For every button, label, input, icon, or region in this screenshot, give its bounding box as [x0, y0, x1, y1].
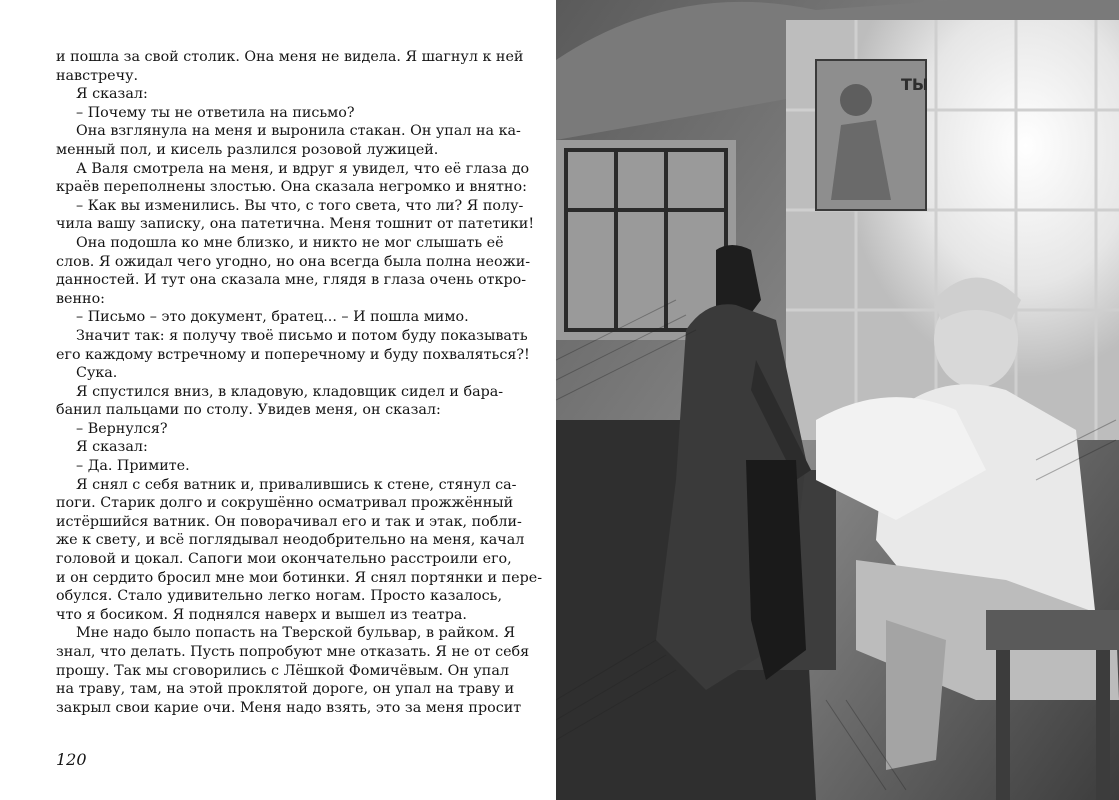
text-line: Она взглянула на меня и выронила стакан. Он упал на ка-	[76, 123, 521, 140]
text-line: прошу. Так мы сговорились с Лёшкой Фомичёвым. Он упал	[56, 662, 509, 679]
left-page	[0, 0, 553, 800]
text-line: на траву, там, на этой проклятой дороге, он упал на траву и	[56, 681, 515, 698]
text-line: навстречу.	[56, 67, 139, 84]
text-line: венно:	[56, 290, 105, 307]
text-line: истёршийся ватник. Он поворачивал его и так и этак, побли-	[56, 513, 522, 530]
body-text	[56, 48, 543, 717]
text-line: головой и цокал. Сапоги мои окончательно расстроили его,	[56, 551, 512, 568]
text-line: его каждому встречному и поперечному и буду похваляться?!	[56, 346, 530, 363]
text-line: же к свету, и всё поглядывал неодобрительно на меня, качал	[56, 532, 525, 549]
text-line: поги. Старик долго и сокрушённо осматривал прожжённый	[56, 495, 514, 512]
illustration	[556, 0, 1119, 800]
text-line: Мне надо было попасть на Тверской бульвар, в райком. Я	[76, 625, 516, 642]
text-line: – Да. Примите.	[76, 458, 190, 475]
text-line: слов. Я ожидал чего угодно, но она всегда была полна неожи-	[56, 253, 531, 270]
text-line: данностей. И тут она сказала мне, глядя в глаза очень откро-	[56, 272, 527, 289]
illustration-drawing	[556, 0, 1119, 800]
text-line: банил пальцами по столу. Увидев меня, он сказал:	[56, 402, 441, 419]
text-line: Я сказал:	[76, 439, 148, 456]
page-number: 120	[56, 750, 87, 769]
text-line: Значит так: я получу твоё письмо и потом буду показывать	[76, 327, 528, 344]
text-line: Сука.	[76, 365, 118, 382]
text-line: А Валя смотрела на меня, и вдруг я увидел, что её глаза до	[76, 160, 530, 177]
text-line: – Почему ты не ответила на письмо?	[76, 104, 355, 121]
text-line: Я спустился вниз, в кладовую, кладовщик сидел и бара-	[76, 383, 504, 400]
text-line: и он сердито бросил мне мои ботинки. Я снял портянки и пере-	[56, 569, 543, 586]
poster-figure	[840, 84, 872, 116]
poster-text: ТЫ	[901, 75, 929, 94]
text-line: и пошла за свой столик. Она меня не видела. Я шагнул к ней	[56, 49, 524, 65]
text-line: обулся. Стало удивительно легко ногам. Просто казалось,	[56, 588, 502, 605]
text-line: что я босиком. Я поднялся наверх и вышел из театра.	[56, 606, 467, 623]
text-line: закрыл свои карие очи. Меня надо взять, это за меня просит	[56, 699, 522, 716]
text-line: – Как вы изменились. Вы что, с того света, что ли? Я полу-	[76, 197, 524, 214]
text-line: чила вашу записку, она патетична. Меня тошнит от патетики!	[56, 216, 535, 233]
text-line: Она подошла ко мне близко, и никто не мог слышать её	[76, 234, 504, 251]
text-line: краёв переполнены злостью. Она сказала негромко и внятно:	[56, 179, 527, 196]
text-line: Я снял с себя ватник и, привалившись к стене, стянул са-	[76, 476, 517, 493]
text-line: – Письмо – это документ, братец... – И пошла мимо.	[76, 309, 469, 326]
text-line: – Вернулся?	[76, 420, 168, 437]
text-line: Я сказал:	[76, 86, 148, 103]
text-line: менный пол, и кисель разлился розовой лужицей.	[56, 141, 439, 158]
text-line: знал, что делать. Пусть попробуют мне отказать. Я не от себя	[56, 644, 530, 660]
